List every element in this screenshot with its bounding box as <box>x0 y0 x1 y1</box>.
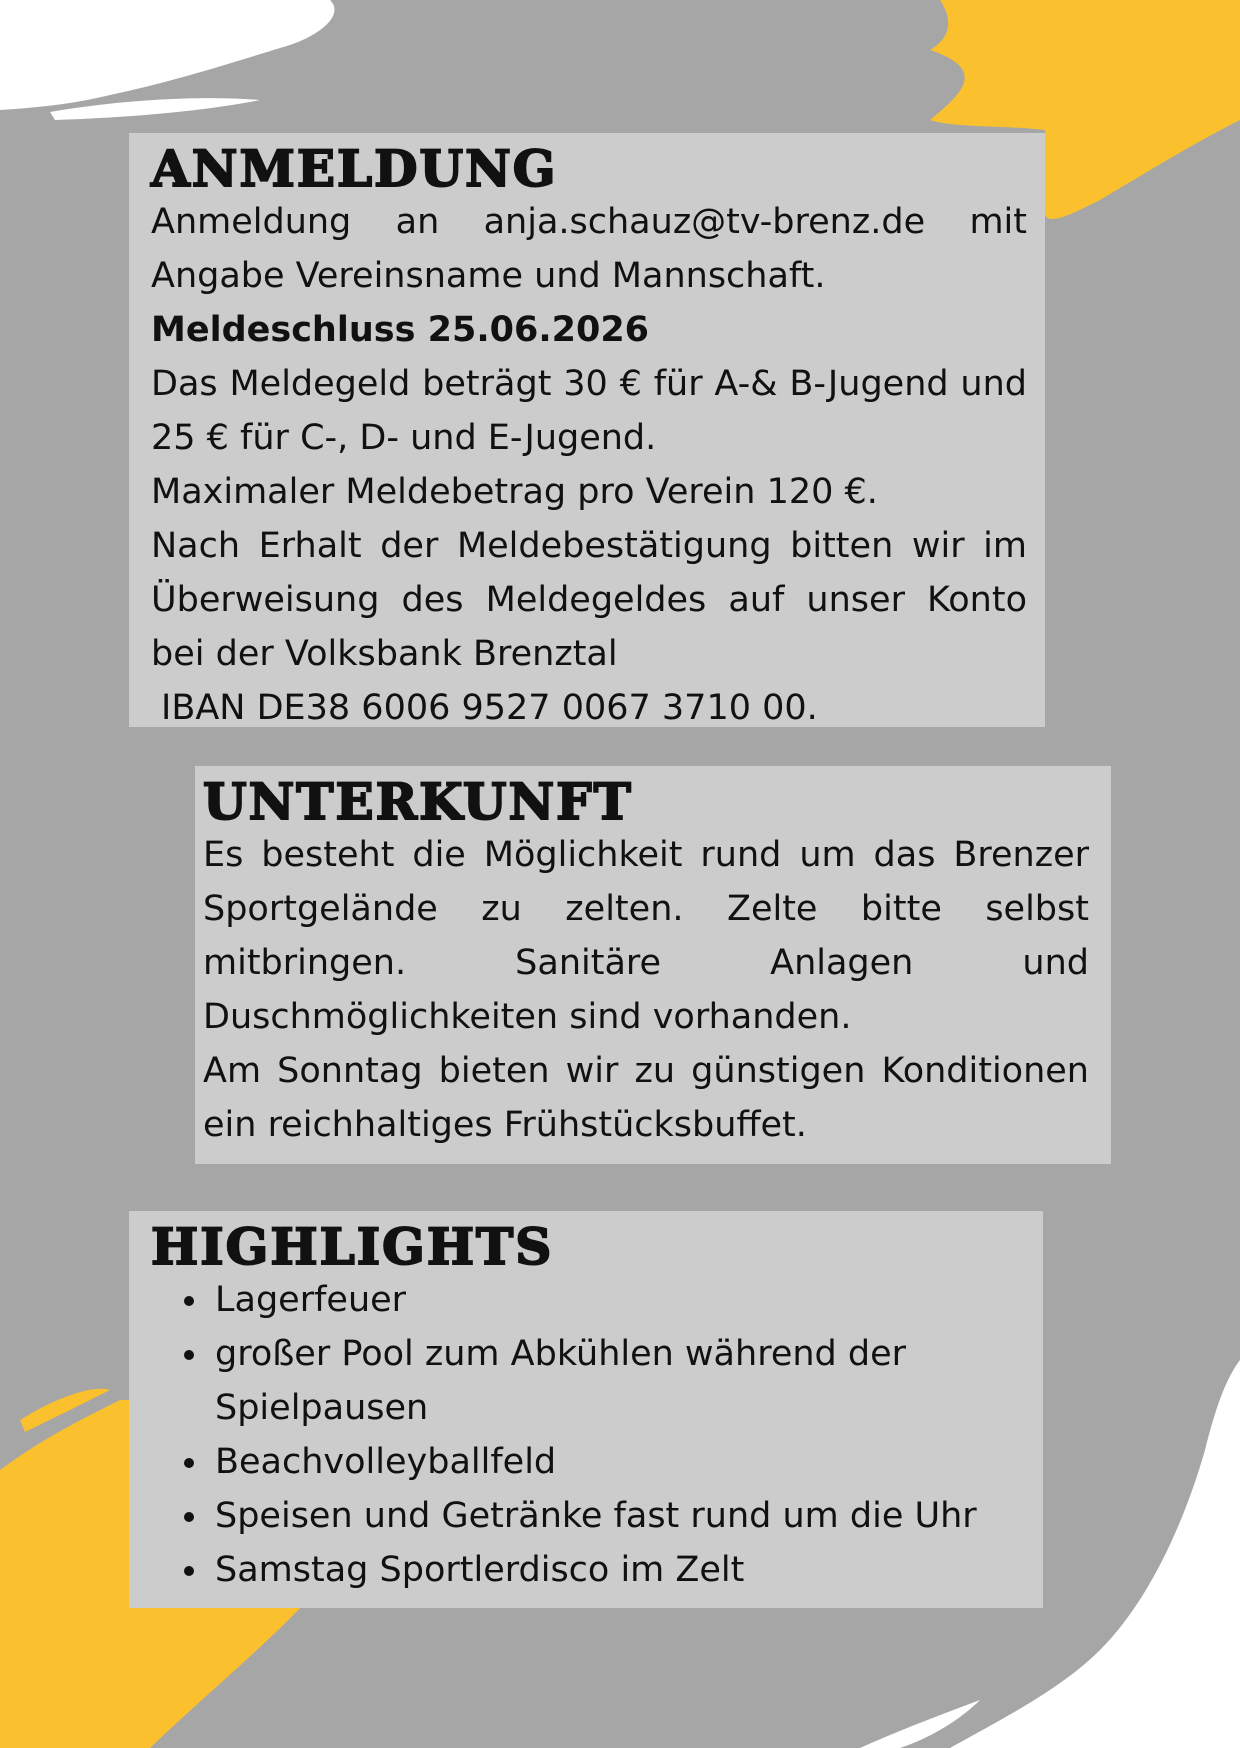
registration-iban: IBAN DE38 6006 9527 0067 3710 00. <box>161 688 818 728</box>
registration-max-fee: Maximaler Meldebetrag pro Verein 120 €. <box>151 472 878 512</box>
registration-deadline: Meldeschluss 25.06.2026 <box>151 310 650 350</box>
accommodation-text: Es besteht die Möglichkeit rund um das Brenzer Sportgelände zu zelten. Zelte bitte selbst mitbringen. Sanitäre Anlagen und Duschmöglichkeiten sind vorhanden. <box>203 835 1089 1037</box>
accommodation-section <box>195 766 1111 1164</box>
list-item: • Lagerfeuer <box>211 1273 1025 1327</box>
accommodation-heading: UNTERKUNFT <box>203 772 633 831</box>
highlights-list <box>151 1273 1025 1597</box>
registration-heading: ANMELDUNG <box>151 139 558 198</box>
list-item: • Samstag Sportlerdisco im Zelt <box>211 1543 1025 1597</box>
highlights-heading: HIGHLIGHTS <box>151 1217 554 1276</box>
registration-text: Anmeldung an anja.schauz@tv-brenz.de mit Angabe Vereinsname und Mannschaft. <box>151 202 1027 296</box>
list-item: • Beachvolleyballfeld <box>211 1435 1025 1489</box>
registration-transfer-info: Nach Erhalt der Meldebestätigung bitten wir im Überweisung des Meldegeldes auf unser Konto bei der Volksbank Brenztal <box>151 526 1027 674</box>
accommodation-breakfast: Am Sonntag bieten wir zu günstigen Konditionen ein reichhaltiges Frühstücksbuffet. <box>203 1051 1089 1145</box>
registration-section <box>129 133 1045 727</box>
list-item: • Speisen und Getränke fast rund um die Uhr <box>211 1489 1025 1543</box>
white-brush-top-left <box>0 0 334 110</box>
highlights-section <box>129 1211 1043 1608</box>
list-item: • großer Pool zum Abkühlen während der Spielpausen <box>211 1327 1025 1435</box>
registration-fee: Das Meldegeld beträgt 30 € für A-& B-Jugend und 25 € für C-, D- und E-Jugend. <box>151 364 1027 458</box>
